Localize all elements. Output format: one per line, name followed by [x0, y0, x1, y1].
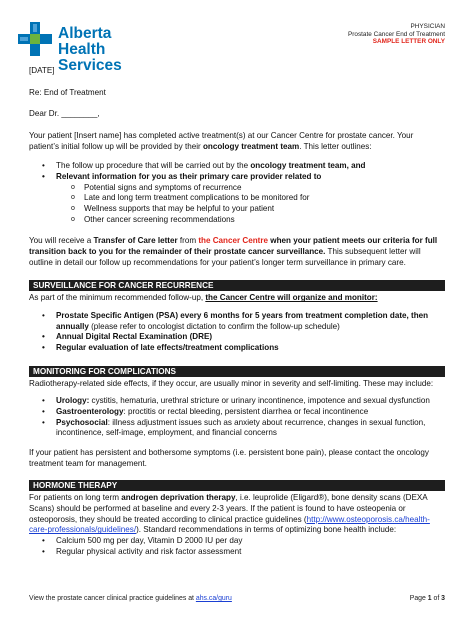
guru-link[interactable]: ahs.ca/guru	[195, 595, 232, 602]
osteoporosis-guidelines-link[interactable]: http://www.osteoporosis.ca/health-care-professionals/guidelines/	[29, 514, 430, 535]
outline-item-2: • Relevant information for you as their primary care provider related to	[29, 172, 445, 183]
intro-end: . This letter outlines:	[299, 141, 372, 151]
hormone-list	[29, 536, 445, 557]
intro-text: Your patient [Insert name] has completed active treatment(s) at our Cancer Centre for prostate cancer. Your patient’s initial follow up will be provided by their	[29, 131, 414, 151]
complication-label: Psychosocial	[56, 417, 108, 427]
page-of-label: of	[431, 595, 442, 602]
complications-lead: Radiotherapy-related side effects, if they occur, are usually minor in severity and self-limiting. These may include:	[29, 378, 434, 388]
complication-item	[29, 407, 445, 418]
logo-line-1: Alberta Health	[58, 25, 112, 58]
hormone-paragraph	[29, 493, 445, 536]
dre-item: • Annual Digital Rectal Examination (DRE)	[29, 332, 445, 343]
sub-item: o Potential signs and symptoms of recurrence	[29, 183, 445, 194]
complication-text: cystitis, hematuria, urethral stricture or urinary incontinence, impotence and sexual dysfunction	[89, 396, 430, 406]
header-document-info	[348, 23, 445, 46]
logo-line-2: Services	[58, 57, 122, 74]
transfer-a: You will receive a	[29, 236, 94, 246]
sub-item: o Other cancer screening recommendations	[29, 215, 445, 226]
outline-sub-list	[29, 183, 445, 226]
surveillance-lead	[29, 293, 445, 304]
intro-bold: oncology treatment team	[202, 141, 300, 151]
intro-paragraph	[29, 131, 445, 152]
complications-closing: If your patient has persistent and bothersome symptoms (i.e. persistent bone pain), please contact the oncology treatment team for management.	[29, 448, 429, 468]
transfer-b: Transfer of Care letter	[93, 236, 178, 246]
ahs-cross-icon	[18, 22, 52, 56]
transfer-c: from	[177, 236, 199, 246]
hormone-text-d: ). Standard recommendations in terms of optimizing bone health include:	[136, 525, 397, 535]
page-label: Page	[409, 595, 428, 602]
transfer-e: when your patient meets our criteria for full transition back to you for the remainder of their prostate cancer surveillance.	[29, 236, 438, 257]
psa-bold: Prostate Specific Antigen (PSA) every 6 months for 5 years from treatment completion date, then annually	[56, 311, 429, 331]
page-number: 1	[427, 595, 432, 602]
letter-date: [DATE]	[29, 66, 55, 75]
section-heading-complications: MONITORING FOR COMPLICATIONS	[29, 366, 445, 377]
letter-subject: Re: End of Treatment	[29, 87, 106, 97]
transfer-paragraph	[29, 236, 445, 268]
sub-item: o Wellness supports that may be helpful to your patient	[29, 204, 445, 215]
complication-item	[29, 396, 445, 407]
surveillance-list	[29, 311, 445, 354]
section-heading-surveillance: SURVEILLANCE FOR CANCER RECURRENCE	[29, 280, 445, 291]
transfer-f: This subsequent letter will outline in detail our follow up recommendations for your patient’s longer term surveillance in primary care.	[29, 247, 421, 267]
hormone-text-a: For patients on long term	[29, 493, 122, 503]
transfer-d: the Cancer Centre	[198, 236, 269, 246]
outline-item-1-text: The follow up procedure that will be carried out by the	[56, 161, 251, 171]
complication-label: Gastroenterology	[56, 407, 124, 417]
complication-text: : illness adjustment issues such as anxiety about recurrence, changes in sexual function, incontinence, self-image, employment, and financial concerns	[56, 417, 426, 438]
hormone-item: • Regular physical activity and risk factor assessment	[29, 547, 445, 558]
psa-item	[29, 311, 445, 332]
section-heading-hormone: HORMONE THERAPY	[29, 480, 445, 491]
sub-item: o Late and long term treatment complications to be monitored for	[29, 193, 445, 204]
letter-body	[29, 66, 445, 558]
footer-text: View the prostate cancer clinical practice guidelines at	[29, 595, 196, 602]
header-audience: PHYSICIAN	[410, 23, 445, 30]
hormone-text-c: , i.e. leuprolide (Eligard®), bone density scans (DEXA Scans) should be performed at baseline and every 2-3 years. If the patient is found to have osteopenia or osteoporosis, they should be treated according to clinical practice guidelines (	[29, 493, 428, 524]
page-total: 3	[441, 595, 445, 602]
outline-item-1	[29, 161, 445, 172]
letter-salutation: Dear Dr. ________,	[29, 109, 100, 119]
outline-list	[29, 161, 445, 182]
late-effects-item: • Regular evaluation of late effects/treatment complications	[29, 343, 445, 354]
psa-rest: (please refer to oncologist dictation to confirm the follow-up schedule)	[88, 321, 340, 331]
complications-list	[29, 396, 445, 439]
page-footer	[29, 594, 445, 603]
outline-item-1-bold: oncology treatment team, and	[250, 161, 366, 171]
surveillance-lead-a: As part of the minimum recommended follow-up,	[29, 293, 206, 303]
complication-item	[29, 418, 445, 439]
surveillance-lead-b: the Cancer Centre will organize and monitor:	[205, 293, 378, 303]
hormone-text-b: androgen deprivation therapy	[121, 493, 236, 503]
header-doc-title: Prostate Cancer End of Treatment	[348, 30, 445, 38]
complication-label: Urology:	[56, 396, 90, 406]
hormone-item: • Calcium 500 mg per day, Vitamin D 2000 IU per day	[29, 536, 445, 547]
complication-text: : proctitis or rectal bleeding, persistent diarrhea or fecal incontinence	[123, 407, 369, 417]
header-sample-label: SAMPLE LETTER ONLY	[372, 38, 445, 46]
page-indicator	[410, 594, 445, 603]
